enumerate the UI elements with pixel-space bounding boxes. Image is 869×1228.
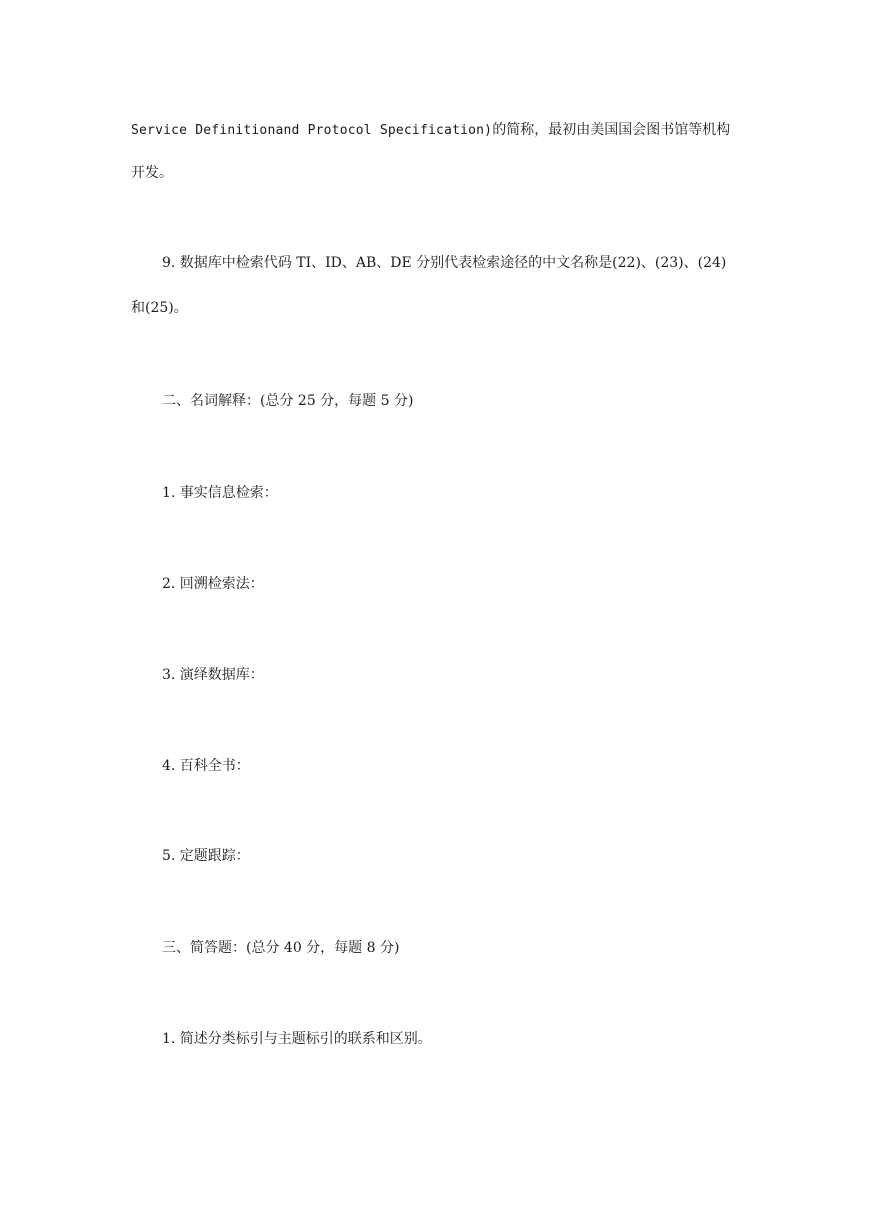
- section-3-heading: 三、简答题：(总分 40 分，每题 8 分): [162, 940, 400, 956]
- question-9-line-2: 和(25)。: [131, 300, 188, 316]
- protocol-name-text: Service Definitionand Protocol Specification): [131, 123, 493, 138]
- continuation-line-1: [131, 120, 730, 141]
- question-9-line-1: 9. 数据库中检索代码 TI、ID、AB、DE 分别代表检索途径的中文名称是(22)、(23)、(24): [162, 255, 727, 271]
- section-2-heading: 二、名词解释：(总分 25 分，每题 5 分): [162, 393, 414, 409]
- term-item-5: 5. 定题跟踪：: [162, 848, 250, 864]
- continuation-cjk-text: 的简称，最初由美国国会图书馆等机构: [492, 122, 731, 138]
- term-item-1: 1. 事实信息检索：: [162, 485, 278, 501]
- term-item-2: 2. 回溯检索法：: [162, 576, 264, 592]
- short-answer-item-1: 1. 简述分类标引与主题标引的联系和区别。: [162, 1031, 432, 1047]
- term-item-3: 3. 演绎数据库：: [162, 667, 264, 683]
- continuation-line-2: 开发。: [131, 165, 173, 181]
- term-item-4: 4. 百科全书：: [162, 758, 250, 774]
